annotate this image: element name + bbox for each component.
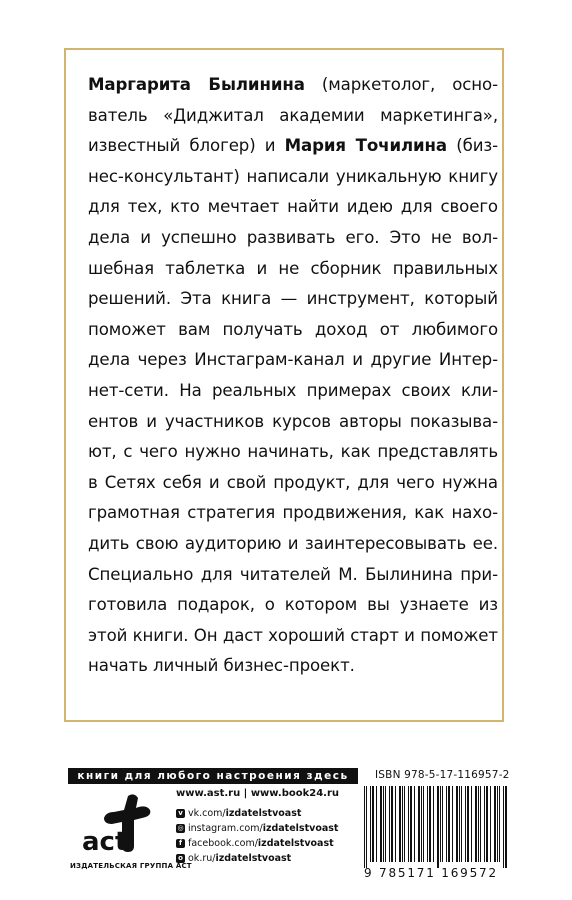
description-line: [88, 162, 498, 193]
barcode-bar: [429, 786, 431, 862]
social-domain: facebook.com/: [188, 837, 258, 849]
barcode-bar: [461, 786, 462, 862]
description-line: [88, 345, 498, 376]
description-line: [88, 254, 498, 285]
barcode-bar: [440, 786, 441, 862]
barcode-bar: [391, 786, 393, 862]
barcode-bar: [376, 786, 377, 862]
tagline-banner: книги для любого настроения здесь: [68, 768, 358, 784]
barcode-bar: [494, 786, 496, 862]
barcode-bar: [402, 786, 403, 862]
description-line: [88, 376, 498, 407]
barcode-bar: [503, 786, 504, 868]
description-text: поможет вам получать доход от любимого: [88, 319, 498, 339]
barcode-bar: [423, 786, 424, 862]
facebook-icon: f: [176, 839, 185, 848]
barcode-bar: [490, 786, 491, 862]
book-description: [88, 70, 498, 682]
website-links[interactable]: www.ast.ru | www.book24.ru: [176, 788, 340, 799]
description-line: [88, 223, 498, 254]
social-domain: instagram.com/: [188, 822, 263, 834]
social-link[interactable]: [176, 806, 338, 820]
description-line: [88, 590, 498, 621]
barcode-bar: [456, 786, 458, 862]
description-line: [88, 437, 498, 468]
description-text: в Сетях себя и свой продукт, для чего нужна: [88, 472, 498, 492]
barcode-bar: [446, 786, 447, 862]
barcode-bar: [467, 786, 469, 862]
description-text: этой книги. Он даст хороший старт и поможет: [88, 625, 498, 645]
instagram-icon: ◎: [177, 823, 184, 832]
social-domain: vk.com/: [188, 807, 226, 819]
description-text: грамотная стратегия продвижения, как нахо-: [88, 503, 498, 523]
publisher-caption: ИЗДАТЕЛЬСКАЯ ГРУППА АСТ: [70, 862, 192, 870]
description-text: ентов и участников курсов авторы показыва-: [88, 411, 498, 431]
social-handle: izdatelstvoast: [225, 807, 302, 819]
description-text: готовила подарок, о котором вы узнаете из: [88, 595, 498, 615]
description-line: [88, 468, 498, 499]
author-name: Мария Точилина: [284, 136, 448, 156]
description-text: решений. Эта книга — инструмент, который: [88, 289, 498, 309]
barcode-bar: [427, 786, 428, 862]
barcode-bar: [408, 786, 409, 862]
barcode-bar: [448, 786, 450, 862]
barcode-bar: [475, 786, 477, 862]
ast-logo: [76, 790, 168, 870]
description-line: [88, 315, 498, 346]
description-text: дела и успешно развивать его. Это не вол-: [88, 227, 498, 247]
barcode-bar: [459, 786, 460, 862]
description-text: известный блогер) и: [88, 136, 285, 156]
description-text: дить свою аудиторию и заинтересовывать ее.: [88, 533, 498, 553]
barcode-bar: [389, 786, 390, 862]
barcode-bar: [433, 786, 434, 862]
description-line: [88, 560, 498, 591]
description-text: нес-консультант) написали уникальную книгу: [88, 166, 498, 186]
social-link[interactable]: [176, 821, 338, 835]
barcode-bar: [380, 786, 382, 862]
description-text: ватель «Диджитал академии маркетинга»,: [88, 105, 498, 125]
description-line: [88, 70, 498, 101]
description-text: дела через Инстаграм-канал и другие Интер-: [88, 350, 498, 370]
barcode-bar: [465, 786, 466, 862]
barcode-bar: [471, 786, 472, 862]
barcode-bar: [452, 786, 453, 862]
barcode-bar: [418, 786, 420, 862]
description-text: начать личный бизнес-проект.: [88, 656, 355, 676]
barcode-bar: [442, 786, 443, 862]
barcode-bar: [410, 786, 412, 862]
description-line: [88, 498, 498, 529]
description-line: [88, 101, 498, 132]
barcode-bar: [505, 786, 507, 868]
description-line: [88, 131, 498, 162]
barcode-bar: [366, 786, 367, 868]
social-link[interactable]: [176, 851, 338, 865]
social-link[interactable]: [176, 836, 338, 850]
barcode-bar: [497, 786, 498, 862]
barcode-bar: [383, 786, 384, 862]
vk-icon: v: [176, 809, 185, 818]
description-text: Специально для читателей М. Былинина при-: [88, 564, 498, 584]
barcode-bar: [484, 786, 485, 862]
social-handle: izdatelstvoast: [215, 852, 292, 864]
barcode-digits: 9 785171 169572: [364, 866, 498, 880]
description-line: [88, 651, 498, 682]
description-line: [88, 621, 498, 652]
barcode-bar: [372, 786, 374, 862]
barcode-bar: [385, 786, 386, 862]
social-links: [176, 806, 338, 866]
author-name: Маргарита Былинина: [88, 75, 305, 94]
barcode-bar: [404, 786, 405, 862]
description-text: шебная таблетка и не сборник правильных: [88, 258, 498, 278]
description-text: ют, с чего нужно начинать, как представлять: [88, 442, 498, 462]
barcode-bar: [414, 786, 415, 862]
barcode-bar: [399, 786, 401, 862]
description-line: [88, 407, 498, 438]
barcode-bar: [395, 786, 396, 862]
social-handle: izdatelstvoast: [262, 822, 339, 834]
barcode: [360, 786, 512, 870]
isbn-number: ISBN 978-5-17-116957-2: [375, 769, 510, 781]
description-text: (маркетолог, осно-: [304, 75, 498, 94]
odnoklassniki-icon: o: [176, 854, 185, 863]
social-domain: ok.ru/: [188, 852, 216, 864]
description-line: [88, 192, 498, 223]
barcode-bar: [370, 786, 371, 862]
description-text: нет-сети. На реальных примерах своих кли-: [88, 380, 498, 400]
description-line: [88, 284, 498, 315]
barcode-bar: [499, 786, 500, 862]
description-text: для тех, кто мечтает найти идею для своего: [88, 197, 498, 217]
barcode-bar: [437, 786, 439, 868]
description-text: (биз-: [447, 136, 498, 156]
barcode-bar: [421, 786, 422, 862]
description-line: [88, 529, 498, 560]
barcode-bar: [480, 786, 481, 862]
barcode-bar: [486, 786, 488, 862]
barcode-bar: [364, 786, 365, 868]
social-handle: izdatelstvoast: [257, 837, 334, 849]
barcode-bar: [478, 786, 479, 862]
logo-text: act: [82, 827, 128, 857]
